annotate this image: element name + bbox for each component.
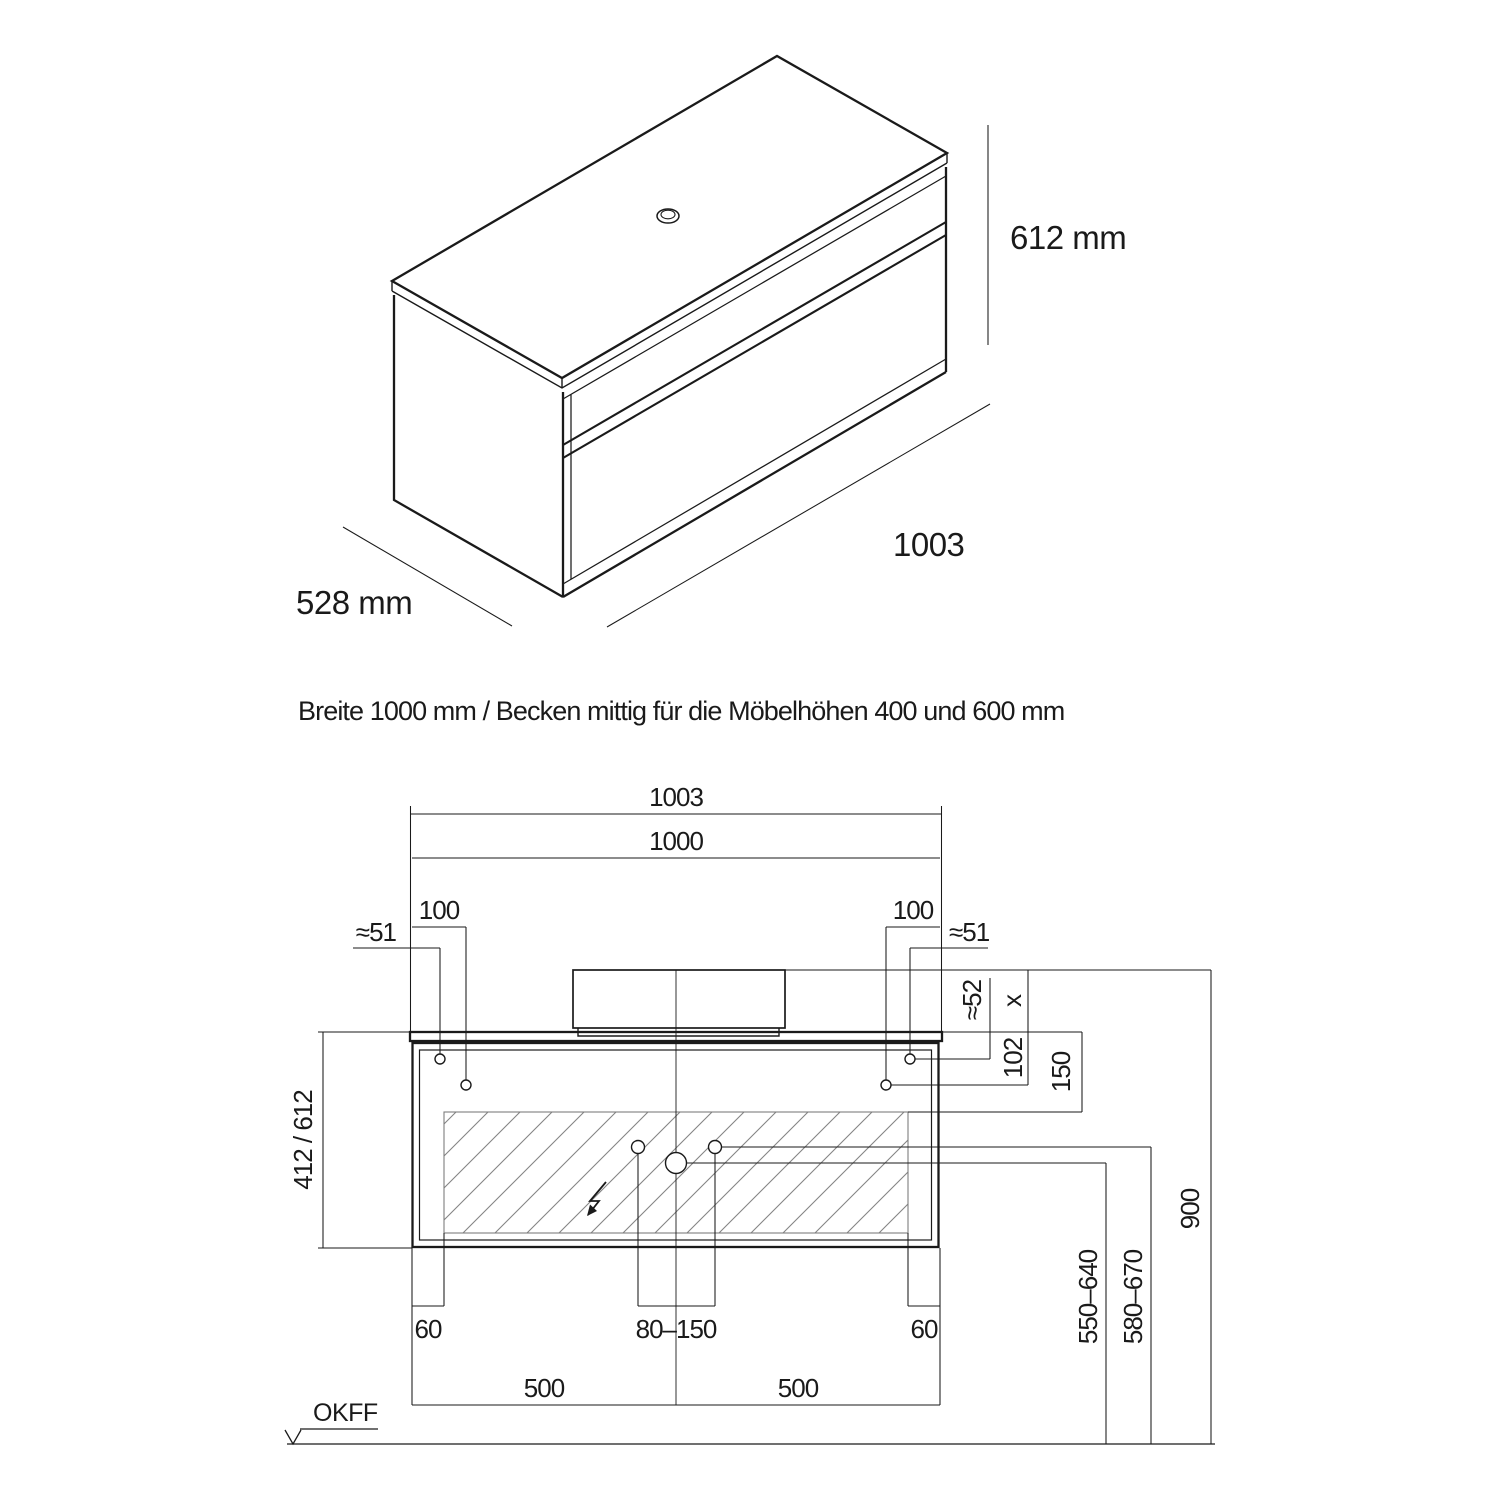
dim-interior-clearance: 150	[1046, 1051, 1076, 1093]
iso-faucet-hole-inner	[661, 210, 675, 219]
dim-drain-outlet-height: 550–640	[1073, 1249, 1103, 1345]
dim-basin-rim-height: 900	[1175, 1188, 1205, 1230]
front-elevation	[285, 782, 1215, 1444]
datum-level-line	[285, 1429, 1215, 1444]
iso-drawer-divider	[563, 222, 946, 458]
iso-width-label: 1003	[893, 526, 965, 563]
dim-fixing-below-top-second: 102	[998, 1037, 1028, 1079]
fixing-hole-left-lower	[461, 1080, 471, 1090]
iso-countertop-top-face	[392, 56, 947, 378]
dim-fixing-edge-right: ≈51	[949, 917, 990, 947]
fixing-hole-right-upper	[905, 1054, 915, 1064]
water-supply-right	[709, 1141, 722, 1154]
dim-countertop-width: 1003	[649, 782, 703, 812]
drain-outlet	[666, 1153, 687, 1174]
left-dimension-lines	[318, 1032, 412, 1248]
dim-fixing-offset-left: 100	[418, 895, 460, 925]
iso-faucet-hole-outer	[657, 209, 679, 223]
iso-drawer-reveal-lines	[563, 176, 946, 584]
dim-side-clearance-right: 60	[910, 1314, 938, 1344]
dim-cabinet-width: 1000	[649, 826, 703, 856]
dim-half-width-right: 500	[777, 1373, 819, 1403]
isometric-view	[296, 56, 1126, 627]
dim-supply-spacing: 80–150	[635, 1314, 717, 1344]
water-supply-left	[632, 1141, 645, 1154]
dim-side-clearance-left: 60	[414, 1314, 442, 1344]
dim-fixing-edge-left: ≈51	[355, 917, 396, 947]
basin-outline	[573, 970, 785, 1028]
dim-water-supply-height: 580–670	[1118, 1249, 1148, 1345]
fixing-hole-right-lower	[881, 1080, 891, 1090]
iso-height-label: 612 mm	[1010, 219, 1127, 256]
dim-basin-height: x	[997, 995, 1027, 1007]
iso-width-dim-line	[607, 404, 990, 627]
dim-fixing-below-top-first: ≈52	[957, 979, 987, 1021]
dim-fixing-offset-right: 100	[892, 895, 934, 925]
iso-depth-label: 528 mm	[296, 584, 413, 621]
fixing-hole-left-upper	[435, 1054, 445, 1064]
caption: Breite 1000 mm / Becken mittig für die Möbelhöhen 400 und 600 mm	[298, 696, 1065, 726]
dim-cabinet-heights: 412 / 612	[288, 1090, 318, 1190]
dim-half-width-left: 500	[523, 1373, 565, 1403]
datum-label: OKFF	[313, 1399, 378, 1427]
